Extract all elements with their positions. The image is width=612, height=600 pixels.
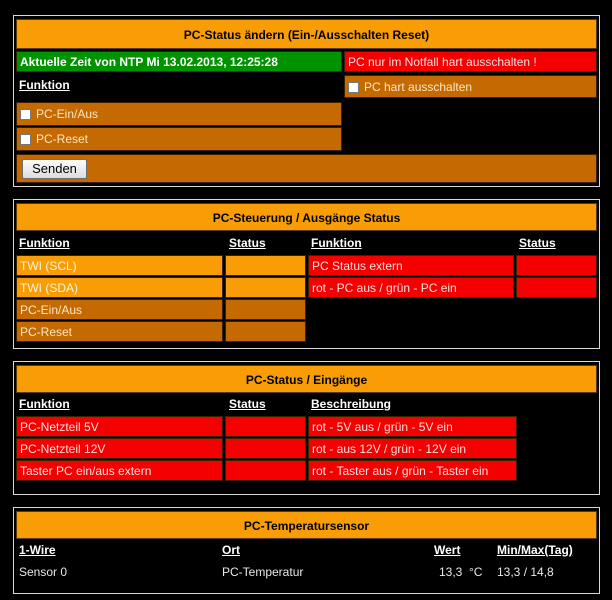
col-header-ort: Ort (222, 543, 240, 557)
panel-title: PC-Temperatursensor (16, 511, 597, 539)
pc-reset-label: PC-Reset (36, 132, 89, 146)
sensor-location: PC-Temperatur (222, 565, 304, 579)
input-netzteil-5v: PC-Netzteil 5V (16, 416, 223, 437)
input-taster-extern: Taster PC ein/aus extern (16, 460, 223, 481)
output-pc-status-legend: rot - PC aus / grün - PC ein (308, 277, 514, 298)
output-twi-scl-status (225, 255, 306, 276)
col-header-funktion: Funktion (19, 397, 70, 411)
panel-pc-temperature-sensor (13, 507, 600, 594)
input-taster-extern-status (225, 460, 306, 481)
output-pc-status-legend-status (516, 277, 597, 298)
panel-pc-status-inputs (13, 361, 600, 495)
col-header-wert: Wert (434, 543, 461, 557)
col-header-status: Status (229, 397, 266, 411)
panel-pc-control-outputs (13, 199, 600, 349)
hard-off-label: PC hart ausschalten (364, 80, 473, 94)
pc-ein-aus-label: PC-Ein/Aus (36, 107, 99, 121)
sensor-min-max: 13,3 / 14,8 (497, 565, 554, 579)
option-pc-ein-aus[interactable] (16, 102, 342, 126)
col-header-funktion-right: Funktion (311, 236, 362, 250)
output-twi-scl: TWI (SCL) (16, 255, 223, 276)
input-taster-extern-desc: rot - Taster aus / grün - Taster ein (308, 460, 517, 481)
output-twi-sda-status (225, 277, 306, 298)
pc-reset-checkbox[interactable] (20, 134, 31, 145)
emergency-warning: PC nur im Notfall hart ausschalten ! (344, 51, 597, 72)
panel-title: PC-Status / Eingänge (16, 365, 597, 393)
output-pc-reset: PC-Reset (16, 321, 223, 342)
input-netzteil-5v-desc: rot - 5V aus / grün - 5V ein (308, 416, 517, 437)
col-header-beschreibung: Beschreibung (311, 397, 392, 411)
sensor-unit: °C (469, 565, 483, 579)
send-button[interactable]: Senden (22, 159, 87, 179)
panel-pc-status-change (13, 15, 600, 187)
pc-ein-aus-checkbox[interactable] (20, 109, 31, 120)
send-row (16, 154, 597, 183)
col-header-status-right: Status (519, 236, 556, 250)
output-pc-status-extern-status (516, 255, 597, 276)
panel-title: PC-Status ändern (Ein-/Ausschalten Reset) (16, 19, 597, 49)
col-header-min-max: Min/Max(Tag) (497, 543, 573, 557)
input-netzteil-12v: PC-Netzteil 12V (16, 438, 223, 459)
hard-off-option[interactable] (344, 75, 597, 98)
input-netzteil-12v-status (225, 438, 306, 459)
output-pc-status-extern: PC Status extern (308, 255, 514, 276)
input-netzteil-12v-desc: rot - aus 12V / grün - 12V ein (308, 438, 517, 459)
option-pc-reset[interactable] (16, 127, 342, 151)
output-pc-ein-aus-status (225, 299, 306, 320)
function-header: Funktion (19, 78, 70, 92)
hard-off-checkbox[interactable] (348, 82, 359, 93)
output-pc-reset-status (225, 321, 306, 342)
sensor-name: Sensor 0 (19, 565, 68, 579)
panel-title: PC-Steuerung / Ausgänge Status (16, 203, 597, 231)
sensor-value: 13,3 (439, 565, 463, 579)
col-header-1-wire: 1-Wire (19, 543, 56, 557)
col-header-funktion-left: Funktion (19, 236, 70, 250)
col-header-status-left: Status (229, 236, 266, 250)
output-twi-sda: TWI (SDA) (16, 277, 223, 298)
ntp-time-label: Aktuelle Zeit von NTP Mi 13.02.2013, 12:25:28 (16, 51, 342, 72)
output-pc-ein-aus: PC-Ein/Aus (16, 299, 223, 320)
input-netzteil-5v-status (225, 416, 306, 437)
